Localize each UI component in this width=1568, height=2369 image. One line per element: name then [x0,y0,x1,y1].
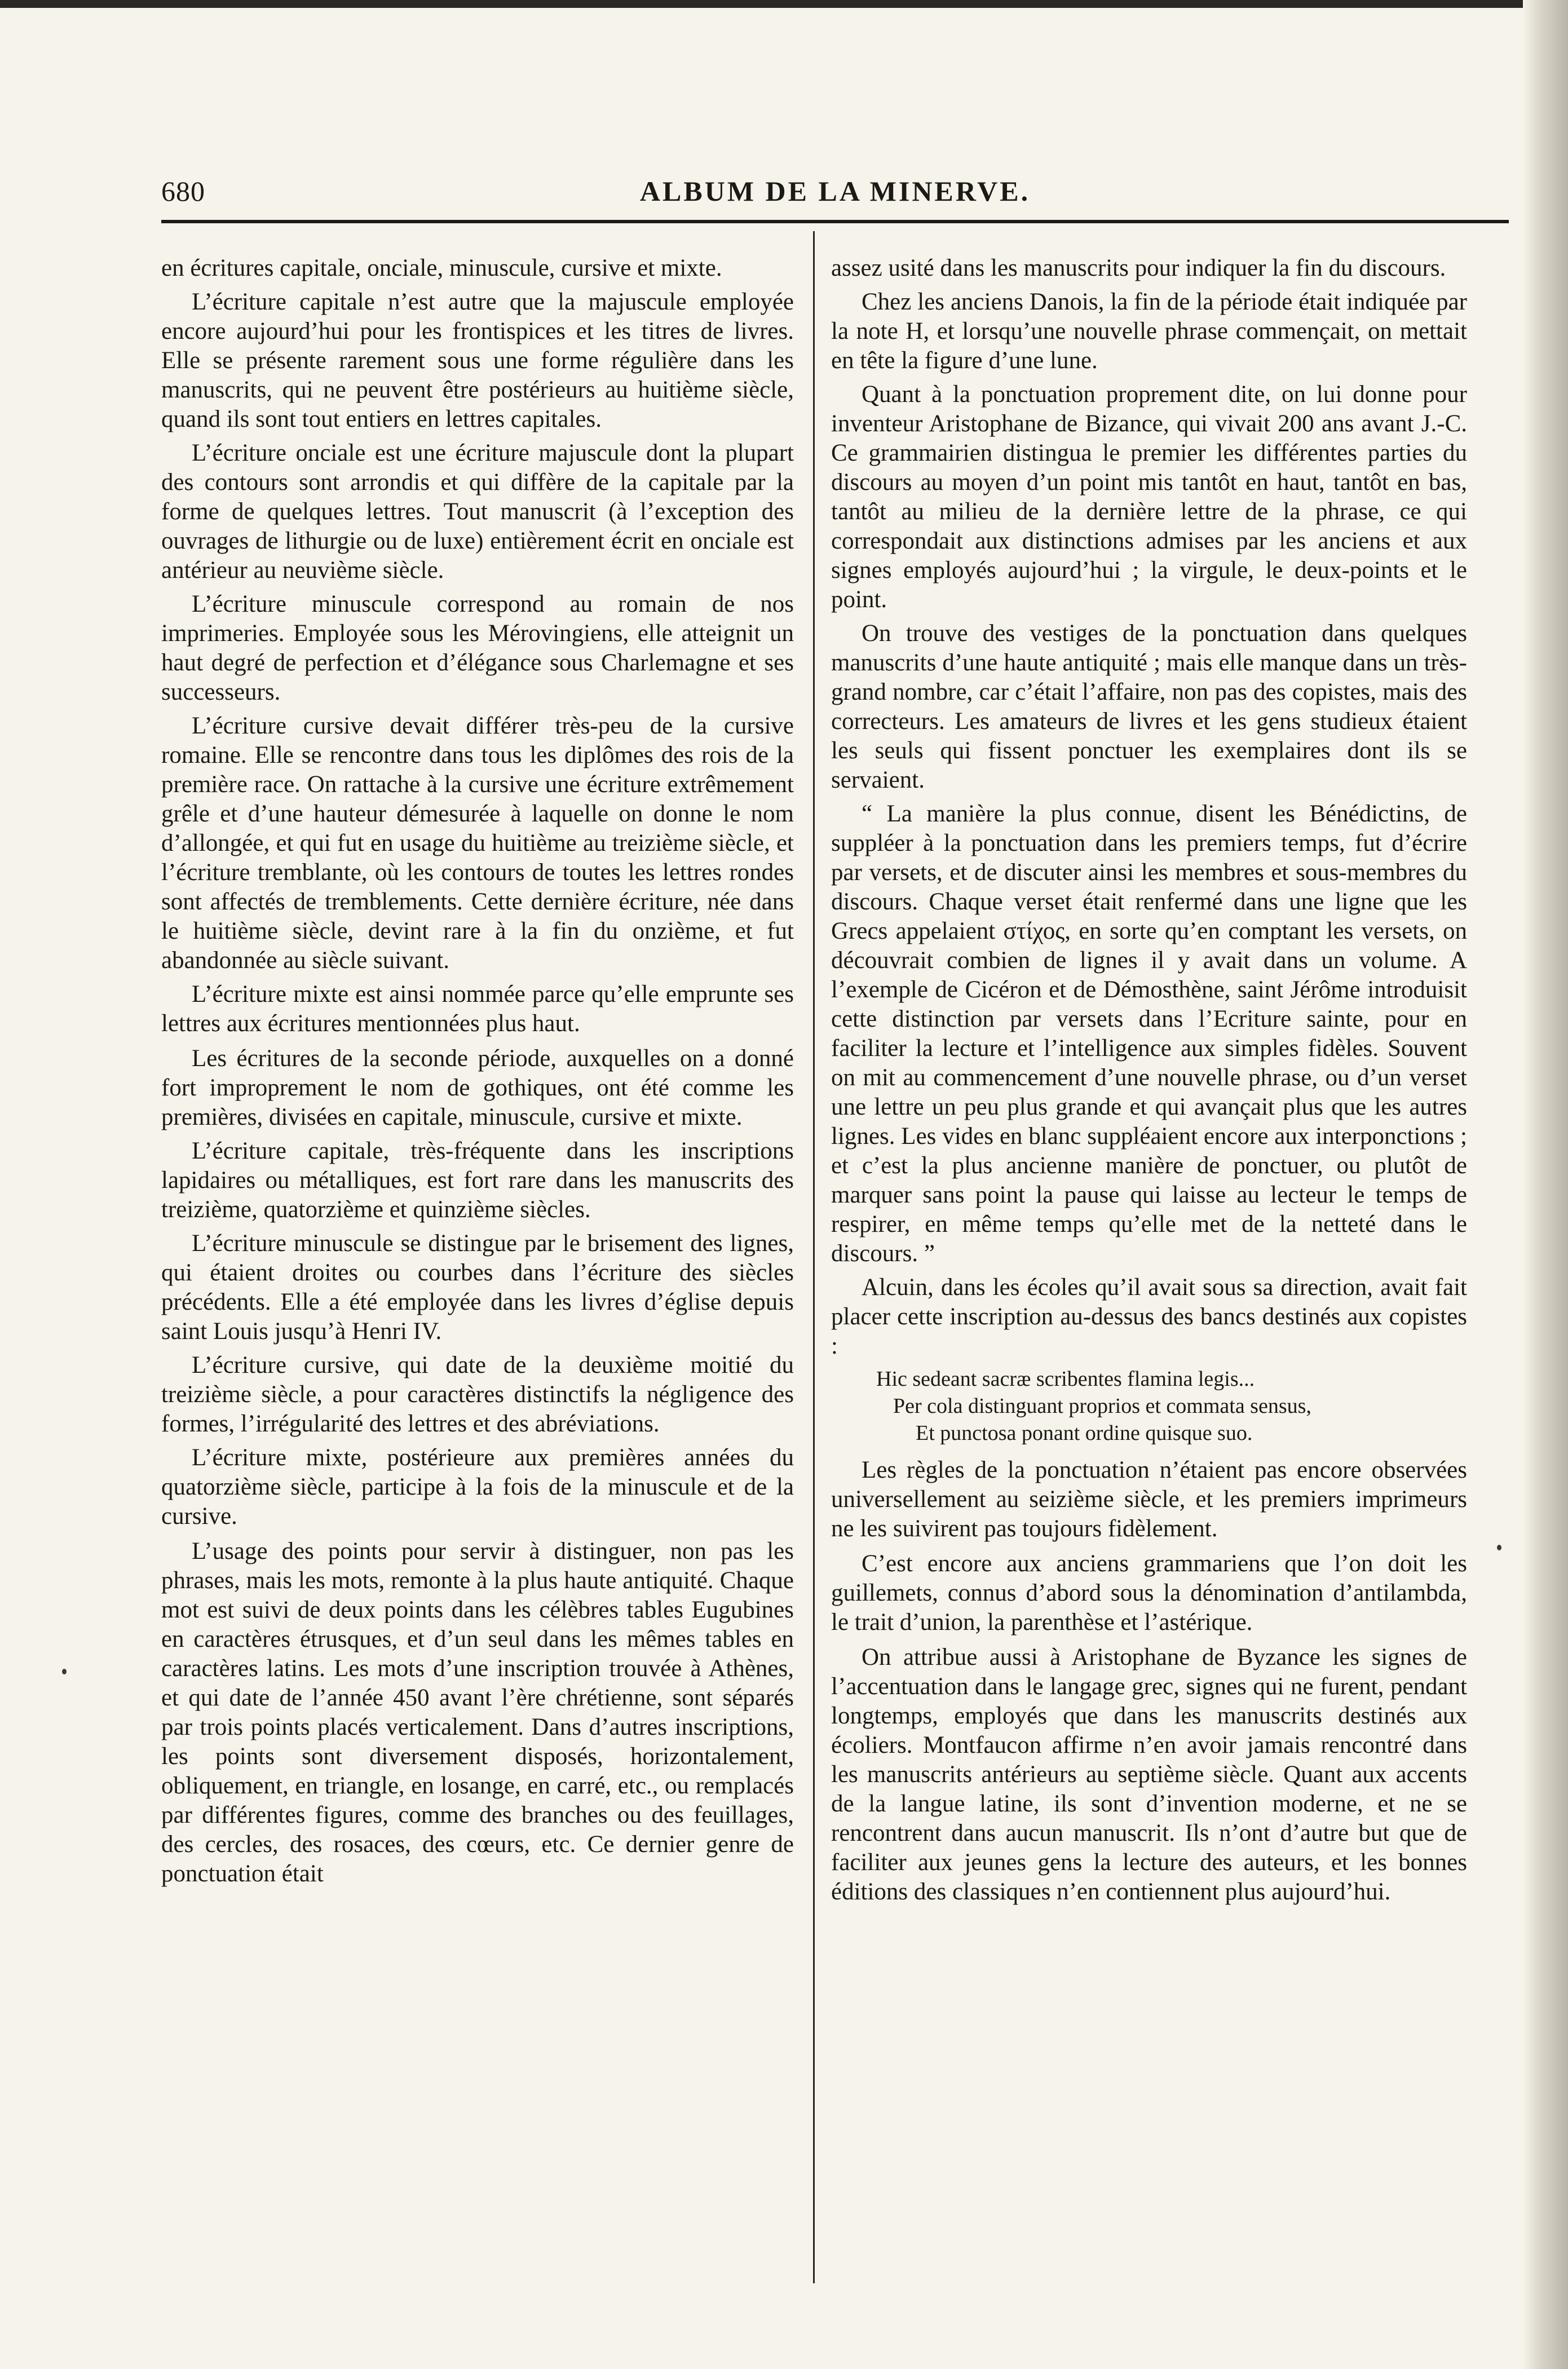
ink-speck [62,1669,67,1674]
paragraph: Les écritures de la seconde période, auxquelles on a donné fort improprement le nom de gothiques, ont été comme les premières, divisées en capitale, minuscule, cursive et mixte. [161,1045,794,1130]
ink-speck [1497,1545,1501,1550]
paragraph: On attribue aussi à Aristophane de Byzance les signes de l’accentuation dans le langage grec, signes qui ne furent, pendant longtemps, employés que dans les manuscrits destinés aux écoliers. Montfaucon affirme n’en avoir jamais rencontré dans les manuscrits antérieurs au septième siècle. Quant aux accents de la langue latine, ils sont d’invention moderne, et ne se rencontrent dans aucun manuscrit. Ils n’ont d’autre but que de faciliter aux jeunes gens la lecture des auteurs, et les bonnes éditions des classiques n’en contiennent plus aujourd’hui. [831,1644,1467,1905]
header-rule [161,220,1509,223]
page-number: 680 [161,175,205,207]
paragraph: Alcuin, dans les écoles qu’il avait sous sa direction, avait fait placer cette inscription au-dessus des bancs destinés aux copistes : [831,1274,1467,1359]
page-header [161,175,1509,226]
verse-line: Et punctosa ponant ordine quisque suo. [916,1421,1253,1445]
paragraph: assez usité dans les manuscrits pour indiquer la fin du discours. [831,255,1446,281]
paragraph: “ La manière la plus connue, disent les Bénédictins, de suppléer à la ponctuation dans les premiers temps, fut d’écrire par versets, et de discuter ainsi les membres et sous-membres du discours. Chaque verset était renfermé dans une ligne que les Grecs appelaient στίχος, en sorte qu’en comptant les versets, on découvrait combien de lignes il y avait dans un volume. A l’exemple de Cicéron et de Démosthène, saint Jérôme introduisit cette distinction par versets dans l’Ecriture sainte, pour en faciliter la lecture et l’intelligence aux simples fidèles. Souvent on mit au commencement d’une nouvelle phrase, ou d’un verset une lettre un peu plus grande et qui avançait plus que les autres lignes. Les vides en blanc suppléaient encore aux interponctions ; et c’est la plus ancienne manière de ponctuer, ou plutôt de marquer sans point la pause qui laisse au lecteur le temps de respirer, en même temps qu’elle met de la netteté dans le discours. ” [831,801,1467,1267]
paragraph: L’écriture mixte est ainsi nommée parce qu’elle emprunte ses lettres aux écritures mentionnées plus haut. [161,981,794,1037]
page-top-edge [0,0,1568,8]
right-column [831,254,1467,1911]
running-title: ALBUM DE LA MINERVE. [639,175,1031,207]
paragraph: L’écriture mixte, postérieure aux premières années du quatorzième siècle, participe à la fois de la minuscule et de la cursive. [161,1444,794,1530]
paragraph: L’écriture capitale n’est autre que la majuscule employée encore aujourd’hui pour les frontispices et les titres de livres. Elle se présente rarement sous une forme régulière dans les manuscrits, qui ne peuvent être postérieurs au huitième siècle, quand ils sont tout entiers en lettres capitales. [161,289,794,432]
paragraph: en écritures capitale, onciale, minuscule, cursive et mixte. [161,255,722,281]
page-binding-edge [1523,0,1568,2369]
paragraph: L’usage des points pour servir à distinguer, non pas les phrases, mais les mots, remonte à la plus haute antiquité. Chaque mot est suivi de deux points dans les célèbres tables Eugubines en caractères étrusques, et d’un seul dans les mêmes tables en caractères latins. Les mots d’une inscription trouvée à Athènes, et qui date de l’année 450 avant l’ère chrétienne, sont séparés par trois points placés verticalement. Dans d’autres inscriptions, les points sont diversement disposés, horizontalement, obliquement, en triangle, en losange, en carré, etc., ou remplacés par différentes figures, comme des branches ou des feuillages, des cercles, des rosaces, des cœurs, etc. Ce dernier genre de ponctuation était [161,1538,794,1887]
left-column [161,254,794,1893]
paragraph: L’écriture onciale est une écriture majuscule dont la plupart des contours sont arrondis et qui diffère de la capitale par la forme de quelques lettres. Tout manuscrit (à l’exception des ouvrages de lithurgie ou de luxe) entièrement écrit en onciale est antérieur au neuvième siècle. [161,440,794,584]
paragraph: L’écriture capitale, très-fréquente dans les inscriptions lapidaires ou métalliques, est fort rare dans les manuscrits des treizième, quatorzième et quinzième siècles. [161,1138,794,1223]
paragraph: Chez les anciens Danois, la fin de la période était indiquée par la note H, et lorsqu’une nouvelle phrase commençait, on mettait en tête la figure d’une lune. [831,289,1467,374]
paragraph: Quant à la ponctuation proprement dite, on lui donne pour inventeur Aristophane de Bizance, qui vivait 200 ans avant J.-C. Ce grammairien distingua le premier les différentes parties du discours au moyen d’un point mis tantôt en haut, tantôt en bas, tantôt au milieu de la dernière lettre de la phrase, ce qui correspondait aux distinctions admises par les anciens et aux signes employés aujourd’hui ; la virgule, le deux-points et le point. [831,381,1467,613]
paragraph: L’écriture minuscule correspond au romain de nos imprimeries. Employée sous les Mérovingiens, elle atteignit un haut degré de perfection et d’élégance sous Charlemagne et ses successeurs. [161,591,794,705]
paragraph: L’écriture cursive, qui date de la deuxième moitié du treizième siècle, a pour caractères distinctifs la négligence des formes, l’irrégularité des lettres et des abréviations. [161,1352,794,1437]
paragraph: L’écriture cursive devait différer très-peu de la cursive romaine. Elle se rencontre dans tous les diplômes des rois de la première race. On rattache à la cursive une écriture extrêmement grêle et d’une hauteur démesurée à laquelle on donne le nom d’allongée, et qui fut en usage du huitième au treizième siècle, et l’écriture tremblante, où les contours de toutes les lettres rondes sont affectés de tremblements. Cette dernière écriture, née dans le huitième siècle, devint rare à la fin du onzième, et fut abandonnée au siècle suivant. [161,713,794,974]
paragraph: Les règles de la ponctuation n’étaient pas encore observées universellement au seizième siècle, et les premiers imprimeurs ne les suivirent pas toujours fidèlement. [831,1457,1467,1542]
verse-line: Hic sedeant sacræ scribentes flamina legis... [876,1367,1255,1391]
latin-inscription [831,1365,1467,1447]
paragraph: C’est encore aux anciens grammariens que l’on doit les guillemets, connus d’abord sous la dénomination d’antilambda, le trait d’union, la parenthèse et l’astérique. [831,1550,1467,1636]
paragraph: L’écriture minuscule se distingue par le brisement des lignes, qui étaient droites ou courbes dans l’écriture des siècles précédents. Elle a été employée dans les livres d’église depuis saint Louis jusqu’à Henri IV. [161,1230,794,1345]
column-divider [813,231,815,2283]
verse-line: Per cola distinguant proprios et commata sensus, [893,1394,1311,1418]
paragraph: On trouve des vestiges de la ponctuation dans quelques manuscrits d’une haute antiquité ; mais elle manque dans un très-grand nombre, car c’était l’affaire, non pas des copistes, mais des correcteurs. Les amateurs de livres et les gens studieux étaient les seuls qui fissent ponctuer les exemplaires dont ils se servaient. [831,620,1467,793]
